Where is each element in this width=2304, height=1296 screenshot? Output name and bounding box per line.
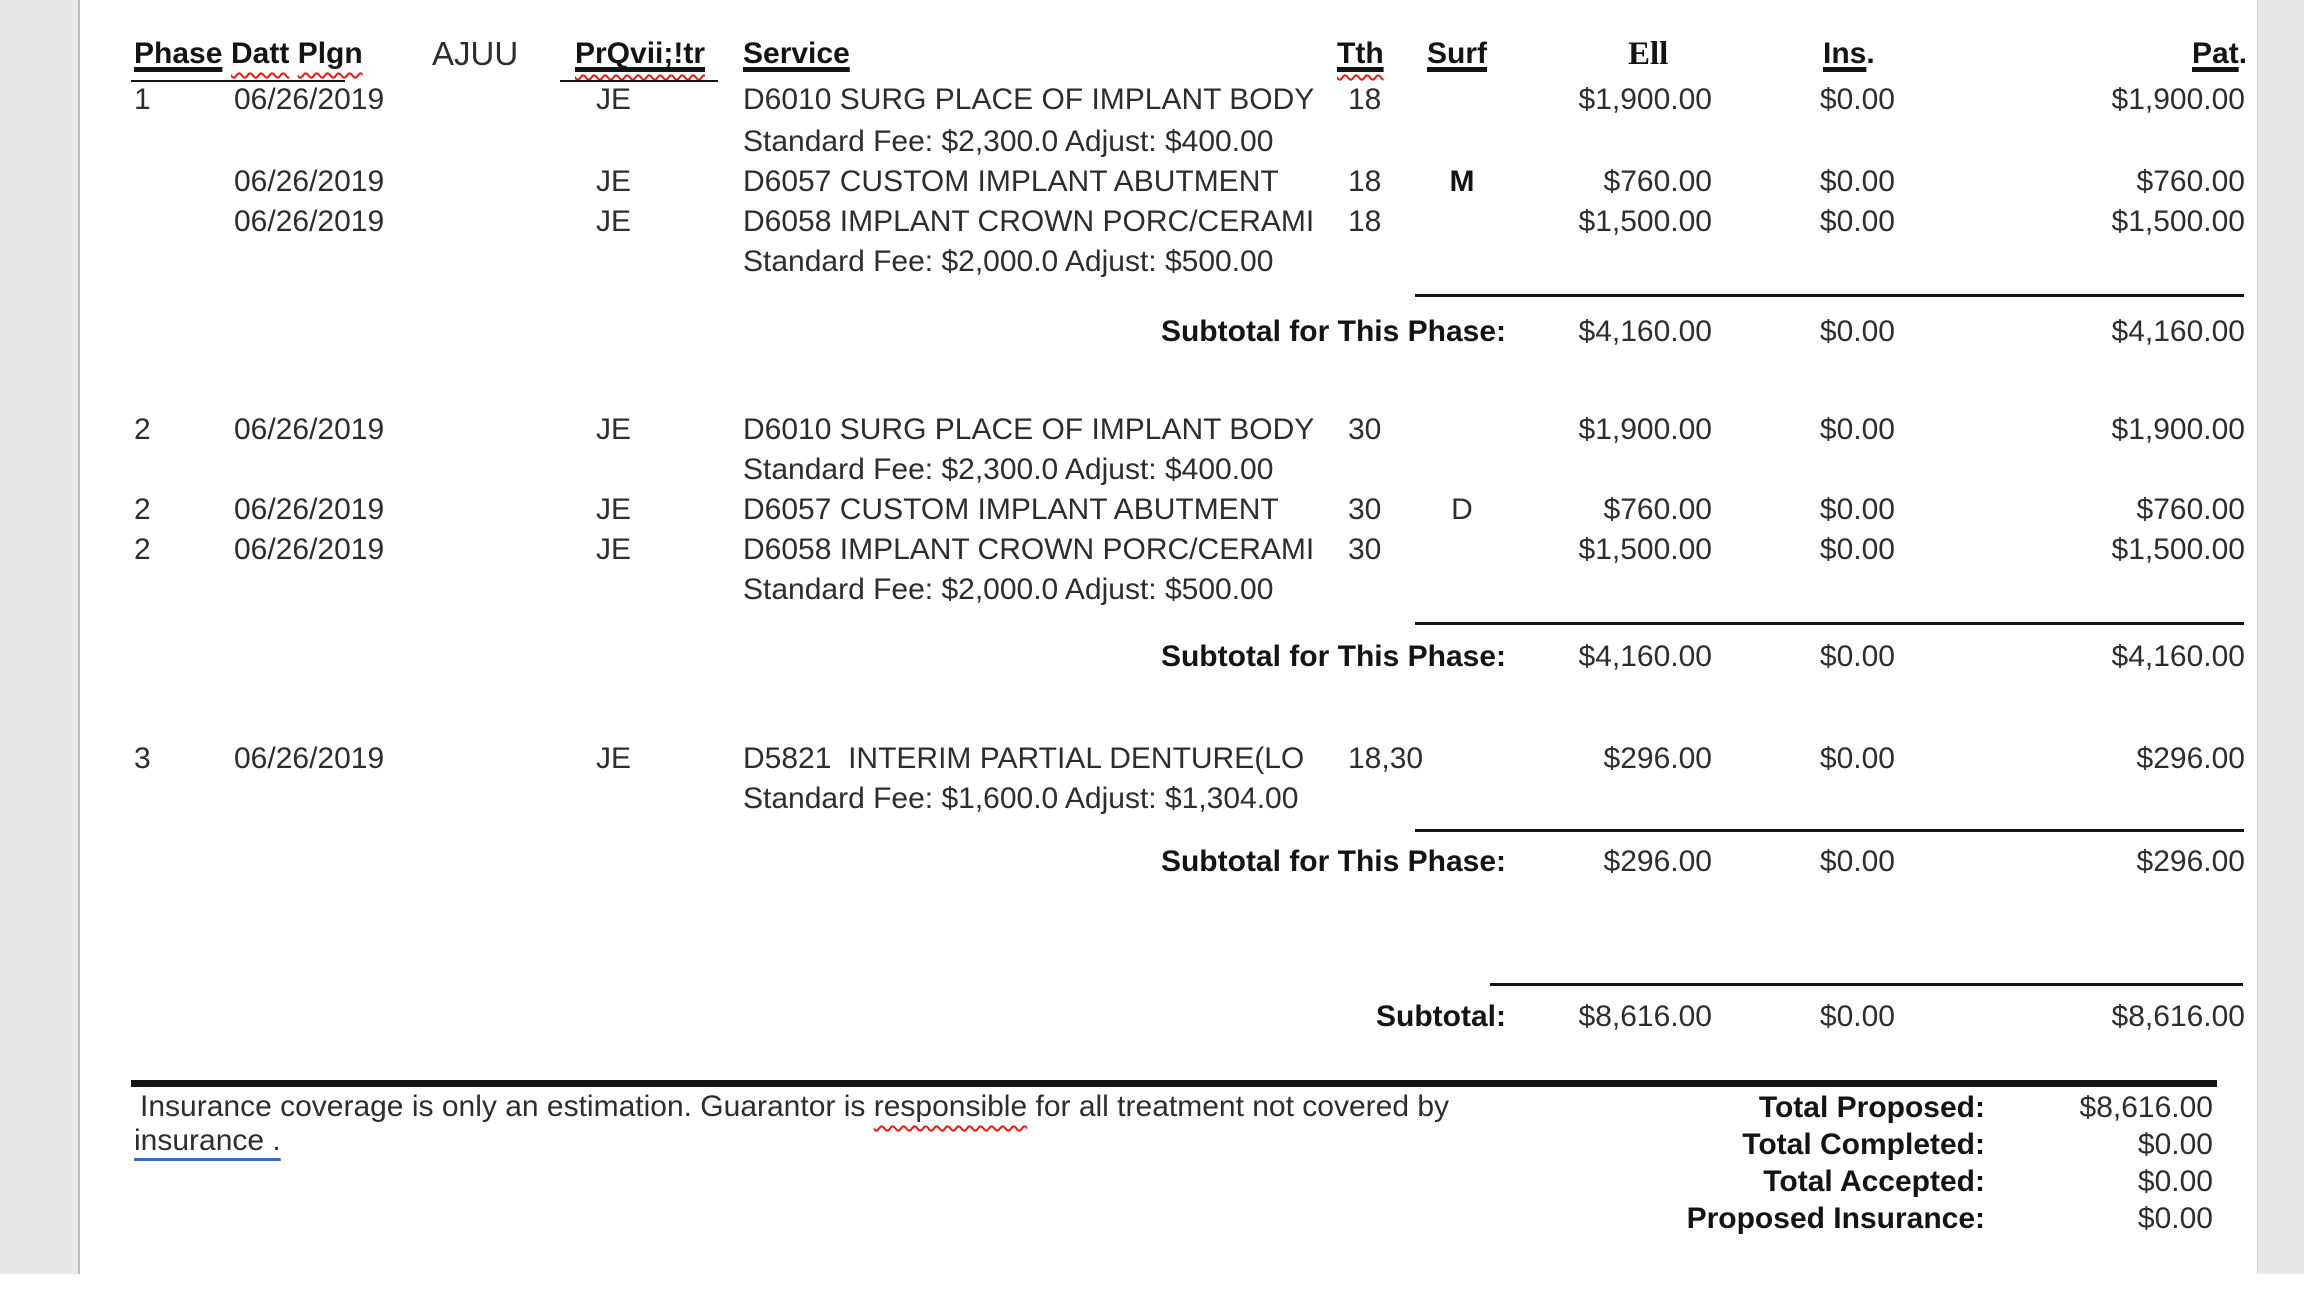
total-label: Total Proposed:	[1758, 1091, 1985, 1124]
subtotal-insurance: $0.00	[1819, 640, 1895, 673]
fee-cell: $760.00	[1603, 165, 1712, 198]
service-cell: D6057 CUSTOM IMPLANT ABUTMENT	[743, 165, 1279, 198]
tooth-cell: 18	[1348, 205, 1382, 238]
date-cell: 06/26/2019	[234, 742, 385, 775]
surface-cell	[1412, 80, 1512, 120]
footer-divider	[131, 1080, 2217, 1087]
column-header-fee: Ell	[1628, 36, 1669, 72]
column-header-provider: PrQvii;!tr	[575, 37, 706, 70]
insurance-cell: $0.00	[1819, 533, 1895, 566]
insurance-cell: $0.00	[1819, 742, 1895, 775]
phase-subtotal-row	[0, 312, 2304, 352]
fee-cell: $296.00	[1603, 742, 1712, 775]
patient-cell: $1,900.00	[2111, 83, 2245, 116]
provider-cell: JE	[596, 413, 632, 446]
provider-cell: JE	[596, 165, 632, 198]
service-cell: D6058 IMPLANT CROWN PORC/CERAMI	[743, 205, 1315, 238]
date-cell: 06/26/2019	[234, 413, 385, 446]
phase-subtotal-row	[0, 842, 2304, 882]
subtotal-rule	[1415, 622, 2244, 625]
grammar-underlined-phrase: insurance .	[134, 1124, 281, 1157]
treatment-row	[0, 530, 2304, 570]
tooth-cell: 30	[1348, 413, 1382, 446]
patient-cell: $1,500.00	[2111, 205, 2245, 238]
treatment-row	[0, 80, 2304, 120]
patient-cell: $760.00	[2136, 493, 2245, 526]
total-value: $0.00	[2137, 1128, 2213, 1161]
column-header-ajuu: AJUU	[432, 35, 519, 72]
column-header-date: Datt Plgn	[231, 37, 363, 70]
insurance-cell: $0.00	[1819, 205, 1895, 238]
total-label: Total Completed:	[1742, 1128, 1985, 1161]
grand-subtotal-patient: $8,616.00	[2111, 1000, 2245, 1033]
tooth-cell: 30	[1348, 493, 1382, 526]
patient-cell: $296.00	[2136, 742, 2245, 775]
standard-fee-note: Standard Fee: $2,000.0 Adjust: $500.00	[743, 573, 1274, 606]
treatment-row	[0, 410, 2304, 450]
service-cell: D6057 CUSTOM IMPLANT ABUTMENT	[743, 493, 1279, 526]
misspelled-word: responsible	[873, 1090, 1028, 1123]
insurance-cell: $0.00	[1819, 493, 1895, 526]
column-header-service: Service	[743, 37, 850, 70]
column-header-phase: Phase	[134, 37, 223, 70]
insurance-cell: $0.00	[1819, 413, 1895, 446]
total-label: Proposed Insurance:	[1686, 1202, 1985, 1235]
total-row	[0, 1201, 2304, 1237]
date-cell: 06/26/2019	[234, 533, 385, 566]
patient-cell: $1,500.00	[2111, 533, 2245, 566]
subtotal-fee: $4,160.00	[1578, 640, 1712, 673]
column-header-insurance: Ins.	[1823, 37, 1875, 70]
subtotal-patient: $4,160.00	[2111, 640, 2245, 673]
treatment-row	[0, 202, 2304, 242]
standard-fee-note-row	[0, 779, 2304, 819]
total-value: $8,616.00	[2079, 1091, 2213, 1124]
tooth-cell: 18,30	[1348, 742, 1424, 775]
table-header-row	[0, 34, 2304, 80]
date-cell: 06/26/2019	[234, 205, 385, 238]
insurance-disclaimer-line1: Insurance coverage is only an estimation. Guarantor is responsible for all treatment not covered by	[140, 1090, 1450, 1123]
treatment-row	[0, 490, 2304, 530]
standard-fee-note-row	[0, 450, 2304, 490]
subtotal-fee: $296.00	[1603, 845, 1712, 878]
standard-fee-note-row	[0, 122, 2304, 162]
phase-cell: 2	[134, 413, 151, 446]
date-cell: 06/26/2019	[234, 493, 385, 526]
tooth-cell: 18	[1348, 165, 1382, 198]
fee-cell: $1,900.00	[1578, 413, 1712, 446]
fee-cell: $760.00	[1603, 493, 1712, 526]
service-cell: D6010 SURG PLACE OF IMPLANT BODY	[743, 413, 1315, 446]
tooth-cell: 18	[1348, 83, 1382, 116]
subtotal-label: Subtotal for This Phase:	[1160, 845, 1506, 878]
provider-cell: JE	[596, 742, 632, 775]
total-value: $0.00	[2137, 1165, 2213, 1198]
service-cell: D6010 SURG PLACE OF IMPLANT BODY	[743, 83, 1315, 116]
service-cell: D6058 IMPLANT CROWN PORC/CERAMI	[743, 533, 1315, 566]
subtotal-patient: $296.00	[2136, 845, 2245, 878]
column-header-tooth: Tth	[1337, 37, 1384, 70]
grand-subtotal-row	[0, 997, 2304, 1037]
surface-cell: D	[1451, 493, 1473, 526]
fee-cell: $1,500.00	[1578, 205, 1712, 238]
provider-cell: JE	[596, 205, 632, 238]
provider-cell: JE	[596, 83, 632, 116]
service-cell: D5821 INTERIM PARTIAL DENTURE(LO	[743, 742, 1305, 775]
treatment-row	[0, 739, 2304, 779]
standard-fee-note-row	[0, 570, 2304, 610]
column-header-surface: Surf	[1427, 37, 1487, 70]
surface-cell: M	[1449, 165, 1475, 198]
tooth-cell: 30	[1348, 533, 1382, 566]
standard-fee-note: Standard Fee: $1,600.0 Adjust: $1,304.00	[743, 782, 1299, 815]
grand-subtotal-rule	[1490, 983, 2243, 986]
phase-cell: 2	[134, 493, 151, 526]
fee-cell: $1,900.00	[1578, 83, 1712, 116]
subtotal-insurance: $0.00	[1819, 315, 1895, 348]
grand-subtotal-insurance: $0.00	[1819, 1000, 1895, 1033]
date-cell: 06/26/2019	[234, 165, 385, 198]
fee-cell: $1,500.00	[1578, 533, 1712, 566]
phase-cell: 3	[134, 742, 151, 775]
phase-cell: 2	[134, 533, 151, 566]
subtotal-rule	[1415, 829, 2244, 832]
subtotal-fee: $4,160.00	[1578, 315, 1712, 348]
date-cell: 06/26/2019	[234, 83, 385, 116]
total-label: Total Accepted:	[1763, 1165, 1985, 1198]
patient-cell: $760.00	[2136, 165, 2245, 198]
subtotal-label: Subtotal for This Phase:	[1160, 315, 1506, 348]
standard-fee-note-row	[0, 242, 2304, 282]
grand-subtotal-label: Subtotal:	[1376, 1000, 1506, 1033]
grand-subtotal-fee: $8,616.00	[1578, 1000, 1712, 1033]
total-row	[0, 1127, 2304, 1163]
patient-cell: $1,900.00	[2111, 413, 2245, 446]
phase-subtotal-row	[0, 637, 2304, 677]
phase-cell: 1	[134, 83, 151, 116]
standard-fee-note: Standard Fee: $2,300.0 Adjust: $400.00	[743, 453, 1274, 486]
total-row	[0, 1164, 2304, 1200]
total-row	[0, 1090, 2304, 1126]
provider-cell: JE	[596, 493, 632, 526]
insurance-cell: $0.00	[1819, 83, 1895, 116]
column-header-patient: Pat.	[2192, 37, 2248, 70]
total-value: $0.00	[2137, 1202, 2213, 1235]
subtotal-patient: $4,160.00	[2111, 315, 2245, 348]
standard-fee-note: Standard Fee: $2,000.0 Adjust: $500.00	[743, 245, 1274, 278]
provider-cell: JE	[596, 533, 632, 566]
subtotal-insurance: $0.00	[1819, 845, 1895, 878]
subtotal-label: Subtotal for This Phase:	[1160, 640, 1506, 673]
insurance-cell: $0.00	[1819, 165, 1895, 198]
treatment-row	[0, 162, 2304, 202]
standard-fee-note: Standard Fee: $2,300.0 Adjust: $400.00	[743, 125, 1274, 158]
subtotal-rule	[1415, 294, 2244, 297]
